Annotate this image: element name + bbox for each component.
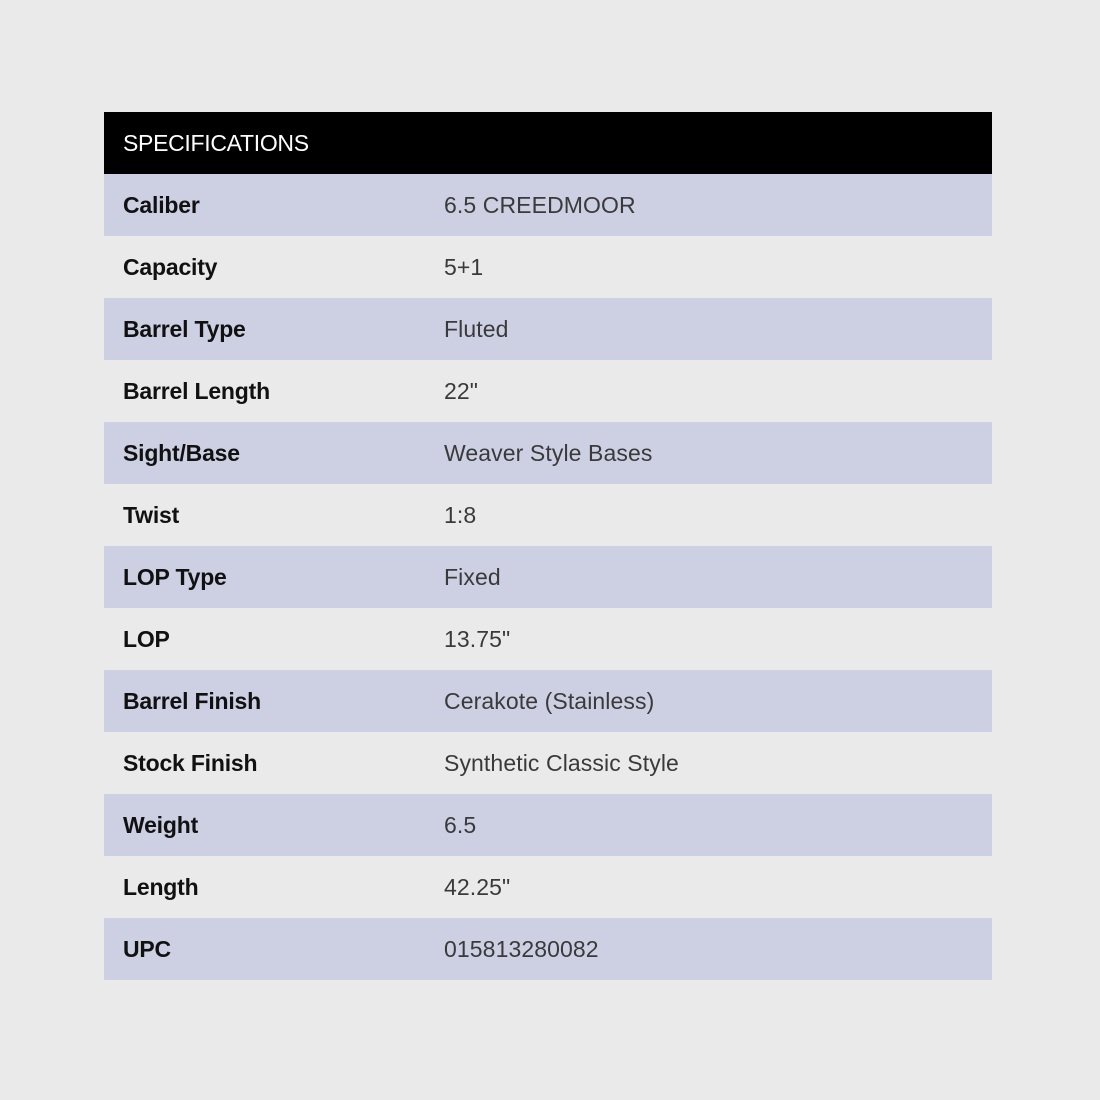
- spec-row-weight: [104, 794, 992, 856]
- spec-value: 13.75": [444, 625, 511, 652]
- spec-label: Stock Finish: [123, 749, 258, 776]
- spec-row-barrel-length: [104, 360, 992, 422]
- specifications-table: [104, 112, 992, 980]
- spec-value: 6.5 CREEDMOOR: [444, 191, 636, 218]
- spec-row-twist: [104, 484, 992, 546]
- spec-label: Barrel Type: [123, 315, 246, 342]
- spec-value: 22": [444, 377, 479, 404]
- spec-value: 42.25": [444, 873, 511, 900]
- spec-label: Sight/Base: [123, 439, 240, 466]
- spec-value: Weaver Style Bases: [444, 439, 653, 466]
- specifications-header: [104, 112, 992, 174]
- spec-value: 015813280082: [444, 935, 599, 962]
- spec-label: Barrel Finish: [123, 687, 261, 714]
- spec-label: Capacity: [123, 253, 218, 280]
- spec-value: 1:8: [444, 501, 477, 528]
- spec-label: LOP: [123, 625, 170, 652]
- spec-row-upc: [104, 918, 992, 980]
- spec-value: 6.5: [444, 811, 477, 838]
- spec-row-barrel-type: [104, 298, 992, 360]
- spec-value: Fixed: [444, 563, 501, 590]
- spec-label: LOP Type: [123, 563, 227, 590]
- spec-row-lop: [104, 608, 992, 670]
- spec-label: Caliber: [123, 191, 200, 218]
- spec-label: Weight: [123, 811, 199, 838]
- spec-value: 5+1: [444, 253, 484, 280]
- spec-row-lop-type: [104, 546, 992, 608]
- spec-row-barrel-finish: [104, 670, 992, 732]
- spec-label: Length: [123, 873, 199, 900]
- spec-row-length: [104, 856, 992, 918]
- spec-value: Cerakote (Stainless): [444, 687, 655, 714]
- spec-value: Fluted: [444, 315, 509, 342]
- spec-row-sight-base: [104, 422, 992, 484]
- spec-label: UPC: [123, 935, 171, 962]
- spec-row-capacity: [104, 236, 992, 298]
- specifications-title: SPECIFICATIONS: [123, 129, 309, 156]
- spec-label: Barrel Length: [123, 377, 270, 404]
- spec-value: Synthetic Classic Style: [444, 749, 679, 776]
- spec-label: Twist: [123, 501, 180, 528]
- spec-row-caliber: [104, 174, 992, 236]
- spec-row-stock-finish: [104, 732, 992, 794]
